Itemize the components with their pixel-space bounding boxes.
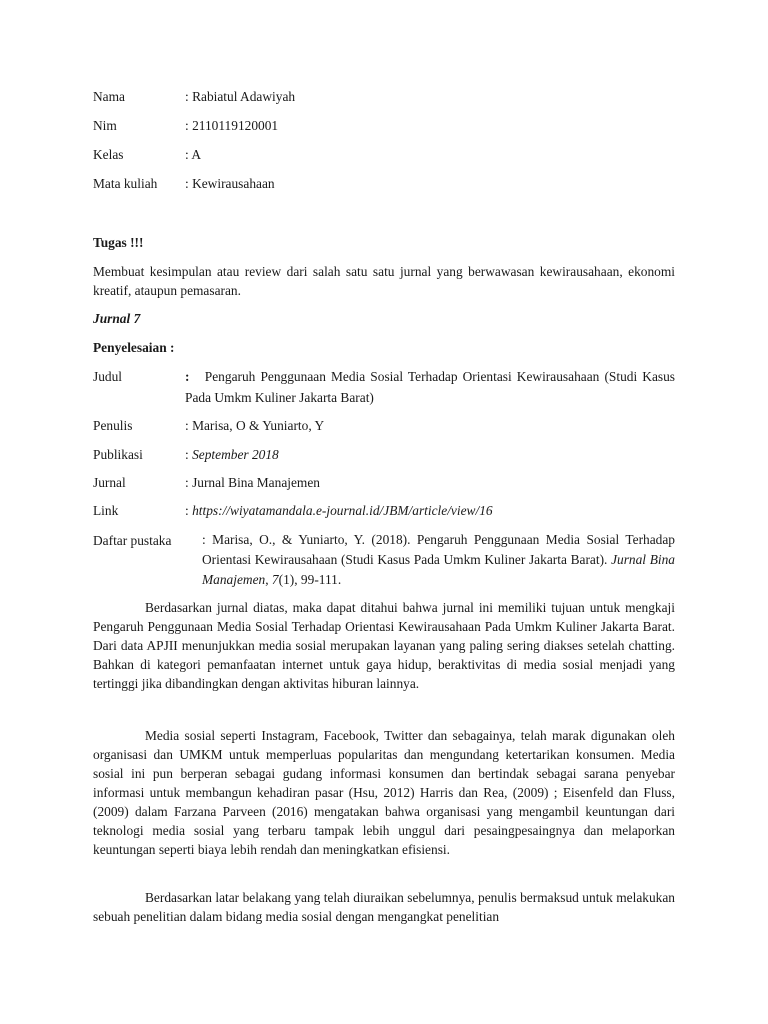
author-label: Penulis [93, 418, 133, 433]
title-label: Judul [93, 369, 123, 384]
reference-pages: (1), 99-111. [278, 572, 342, 587]
title-colon: : [185, 369, 190, 384]
task-text: Membuat kesimpulan atau review dari salah satu satu jurnal yang berwawasan kewirausahaan, ekonomi kreatif, ataupun pemasaran. [93, 264, 675, 298]
reference-volume: 7 [271, 572, 279, 587]
title-value [185, 366, 675, 408]
journal-name-value: : Jurnal Bina Manajemen [185, 475, 320, 490]
link-label: Link [93, 503, 119, 518]
author-value: : Marisa, O & Yuniarto, Y [185, 418, 325, 433]
nim-label: Nim [93, 118, 117, 133]
journal-label: Jurnal 7 [93, 311, 141, 326]
body-paragraph-1: Berdasarkan jurnal diatas, maka dapat ditahui bahwa jurnal ini memiliki tujuan untuk mengkaji Pengaruh Penggunaan Media Sosial Terhadap Orientasi Kewirausahaan Pada Umkm Kuliner Jakarta Barat. Dari data APJII menunjukkan media sosial merupakan layanan yang paling sering diakses setelah chatting. Bahkan di kategori pemanfaatan internet untuk gaya hidup, beraktivitas di media sosial menjadi yang tertinggi jika dibandingkan dengan aktivitas hiburan lainnya. [93, 600, 675, 691]
name-label: Nama [93, 89, 125, 104]
nim-value: : 2110119120001 [185, 118, 279, 133]
reference-main: : Marisa, O., & Yuniarto, Y. (2018). Pengaruh Penggunaan Media Sosial Terhadap Orientasi Kewirausahaan (Studi Kasus Pada Umkm Kuliner Jakarta Barat). [202, 532, 675, 567]
course-value: : Kewirausahaan [185, 176, 275, 191]
body-paragraph-2: Media sosial seperti Instagram, Facebook, Twitter dan sebagainya, telah marak digunakan oleh organisasi dan UMKM untuk memperluas popularitas dan mengundang ketertarikan konsumen. Media sosial ini pun berperan sebagai gudang informasi konsumen dan bertindak sebagai sarana penyebar informasi untuk membangun kehadiran pasar (Hsu, 2012) Harris dan Rea, (2009) ; Eisenfeld dan Fluss, (2009) dalam Farzana Parveen (2016) mengatakan bahwa organisasi yang mengambil keuntungan dari teknologi media sosial yang terbaru tampak lebih unggul dari pesaingpesaingnya dan melaporkan keuntungan seperti biaya lebih rendah dan meningkatkan efisiensi. [93, 728, 675, 857]
publication-colon: : [185, 447, 193, 462]
link-colon: : [185, 503, 193, 518]
journal-name-label: Jurnal [93, 475, 126, 490]
course-label: Mata kuliah [93, 176, 158, 191]
reference-text [202, 530, 675, 590]
class-label: Kelas [93, 147, 124, 162]
name-value: : Rabiatul Adawiyah [185, 89, 296, 104]
task-heading: Tugas !!! [93, 235, 144, 250]
article-link[interactable]: https://wiyatamandala.e-journal.id/JBM/article/view/16 [192, 503, 493, 518]
reference-sep: , [265, 572, 272, 587]
solution-heading: Penyelesaian : [93, 340, 175, 355]
link-value [185, 501, 493, 520]
publication-date: September 2018 [192, 447, 279, 462]
title-text: Pengaruh Penggunaan Media Sosial Terhadap Orientasi Kewirausahaan (Studi Kasus Pada Umkm Kuliner Jakarta Barat) [185, 369, 676, 405]
reference-journal: Jurnal Bina Manajemen [202, 552, 675, 587]
publication-value [185, 445, 279, 464]
body-paragraph-3: Berdasarkan latar belakang yang telah diuraikan sebelumnya, penulis bermaksud untuk melakukan sebuah penelitian dalam bidang media sosial dengan mengangkat penelitian [93, 890, 675, 924]
class-value: : A [185, 147, 201, 162]
reference-label: Daftar pustaka [93, 533, 172, 548]
publication-label: Publikasi [93, 447, 143, 462]
